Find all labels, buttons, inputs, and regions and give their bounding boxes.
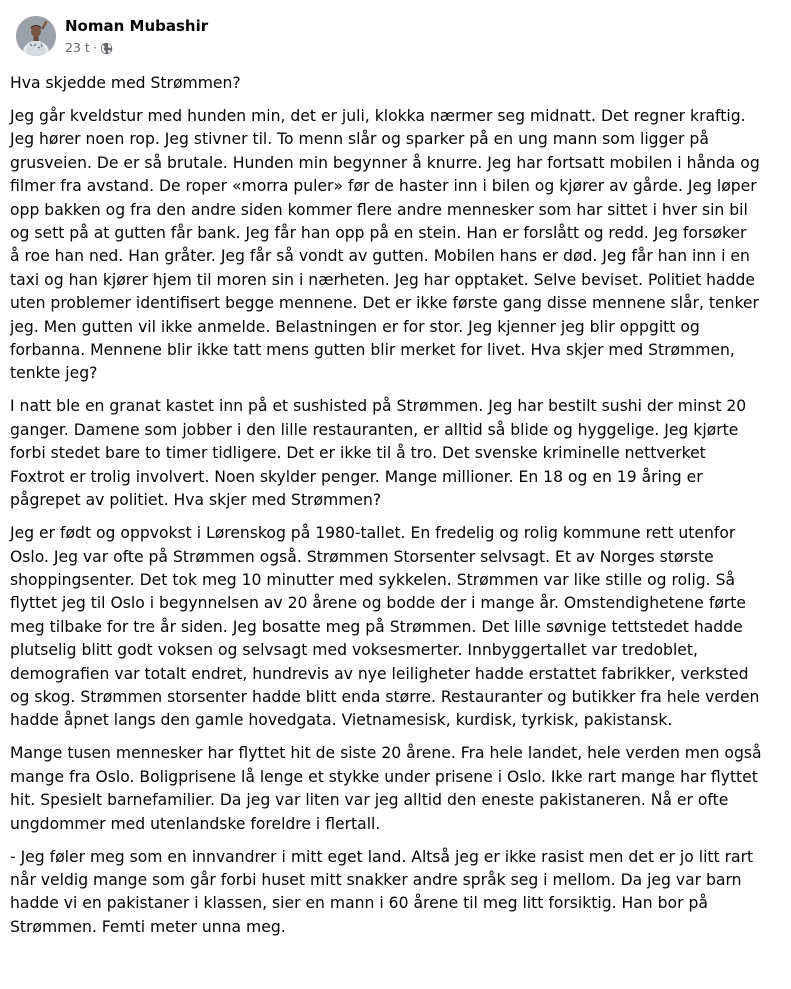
text-line: meg tilbake for tre år siden. Jeg bosatte meg på Strømmen. Det lille søvnige tettstedet hadde [10,617,743,636]
text-line: I natt ble en granat kastet inn på et sushisted på Strømmen. Jeg har bestilt sushi der minst 20 [10,397,747,416]
text-line: Foxtrot er trolig involvert. Noen skylder penger. Mange millioner. En 18 og en 19 åring er [10,467,703,486]
author-name[interactable]: Noman Mubashir [65,17,209,35]
text-line: taxi og han kjører hjem til moren sin i nærheten. Jeg har opptaket. Selve beviset. Politiet hadde [10,270,755,289]
text-line: forbi stedet bare to timer tidligere. Det er ikke til å tro. Det svenske kriminelle nettverket [10,444,706,463]
text-line: grusveien. De er så brutale. Hunden min begynner å knurre. Jeg har fortsatt mobilen i hånda og [10,153,760,172]
text-line: Jeg hører noen rop. Jeg stivner til. To menn slår og sparker på en ung mann som ligger på [10,130,709,149]
text-line: plutselig blitt godt voksen og selvsagt med voksesmerter. Innbyggertallet var tredoblet, [10,641,698,660]
text-line: shoppingsenter. Det tok meg 10 minutter med sykkelen. Strømmen var like stille og rolig. Så [10,570,736,589]
text-line: opp bakken og fra den andre siden kommer flere andre mennesker som har sittet i hver sin bil [10,200,748,219]
text-line: å roe han ned. Han gråter. Jeg får så vondt av gutten. Mobilen hans er død. Jeg får han inn i en [10,247,750,266]
text-line: hadde åpnet langs den gamle hovedgata. Vietnamesisk, kurdisk, tyrkisk, pakistansk. [10,711,673,730]
post-paragraph [10,395,791,512]
text-line: uten problemer identifisert begge mennene. Det er ikke første gang disse mennene slår, tenker [10,294,759,313]
post-body [10,72,791,949]
text-line: når veldig mange som går forbi huset mitt snakker andre språk seg i mellom. Da jeg var barn [10,870,742,889]
text-line: forbanna. Mennene blir ikke tatt mens gutten blir merket for livet. Hva skjer med Strømmen, [10,341,735,360]
post-paragraph [10,846,791,940]
text-line: hadde vi en pakistaner i klassen, sier en mann i 60 årene til meg litt forsiktig. Han bor på [10,894,708,913]
post-paragraph [10,522,791,733]
text-line: Jeg går kveldstur med hunden min, det er juli, klokka nærmer seg midnatt. Det regner kraftig. [10,107,746,125]
text-line: og sett på at gutten får bank. Jeg får han opp på en stein. Han er forslått og redd. Jeg forsøker [10,224,747,243]
post-meta [65,40,113,56]
meta-separator: · [92,40,97,55]
text-line: filmer fra avstand. De roper «morra puler» før de haster inn i bilen og kjører av gårde. Jeg løper [10,177,757,196]
text-line: og skog. Strømmen storsenter hadde blitt enda større. Restauranter og butikker fra hele verden [10,687,760,706]
text-line: mange fra Oslo. Boligprisene lå lenge et stykke under prisene i Oslo. Ikke rart mange har flyttet [10,767,758,786]
text-line: ungdommer med utenlandske foreldre i flertall. [10,814,381,833]
text-line: tenkte jeg? [10,364,98,383]
text-line: Mange tusen mennesker har flyttet hit de siste 20 årene. Fra hele landet, hele verden men også [10,744,762,763]
author-avatar[interactable] [16,16,56,56]
text-line: - Jeg føler meg som en innvandrer i mitt eget land. Altså jeg er ikke rasist men det er jo litt rart [10,847,754,866]
globe-icon[interactable] [100,42,113,55]
text-line: Jeg er født og oppvokst i Lørenskog på 1980-tallet. En fredelig og rolig kommune rett utenfor [10,524,736,543]
post-paragraph [10,72,791,95]
text-line: ganger. Damene som jobber i den lille restauranten, er alltid så blide og hyggelige. Jeg kjørte [10,420,739,439]
text-line: Oslo. Jeg var ofte på Strømmen også. Strømmen Storsenter selvsagt. Et av Norges største [10,547,714,566]
post-title-line: Hva skjedde med Strømmen? [10,74,241,92]
text-line: jeg. Men gutten vil ikke anmelde. Belastningen er for stor. Jeg kjenner jeg blir oppgitt og [10,317,700,336]
text-line: demografien var totalt endret, hundrevis av nye leiligheter hadde erstattet fabrikker, verksted [10,664,749,683]
text-line: hit. Spesielt barnefamilier. Da jeg var liten var jeg alltid den eneste pakistaneren. Nå er ofte [10,791,729,810]
post-timestamp[interactable]: 23 t [65,40,90,55]
text-line: flyttet jeg til Oslo i begynnelsen av 20 årene og bodde der i mange år. Omstendighetene førte [10,594,746,613]
text-line: pågrepet av politiet. Hva skjer med Strømmen? [10,491,382,510]
post-paragraph [10,105,791,386]
text-line: Strømmen. Femti meter unna meg. [10,917,286,936]
profile-photo-icon [16,16,56,56]
post-paragraph [10,742,791,836]
